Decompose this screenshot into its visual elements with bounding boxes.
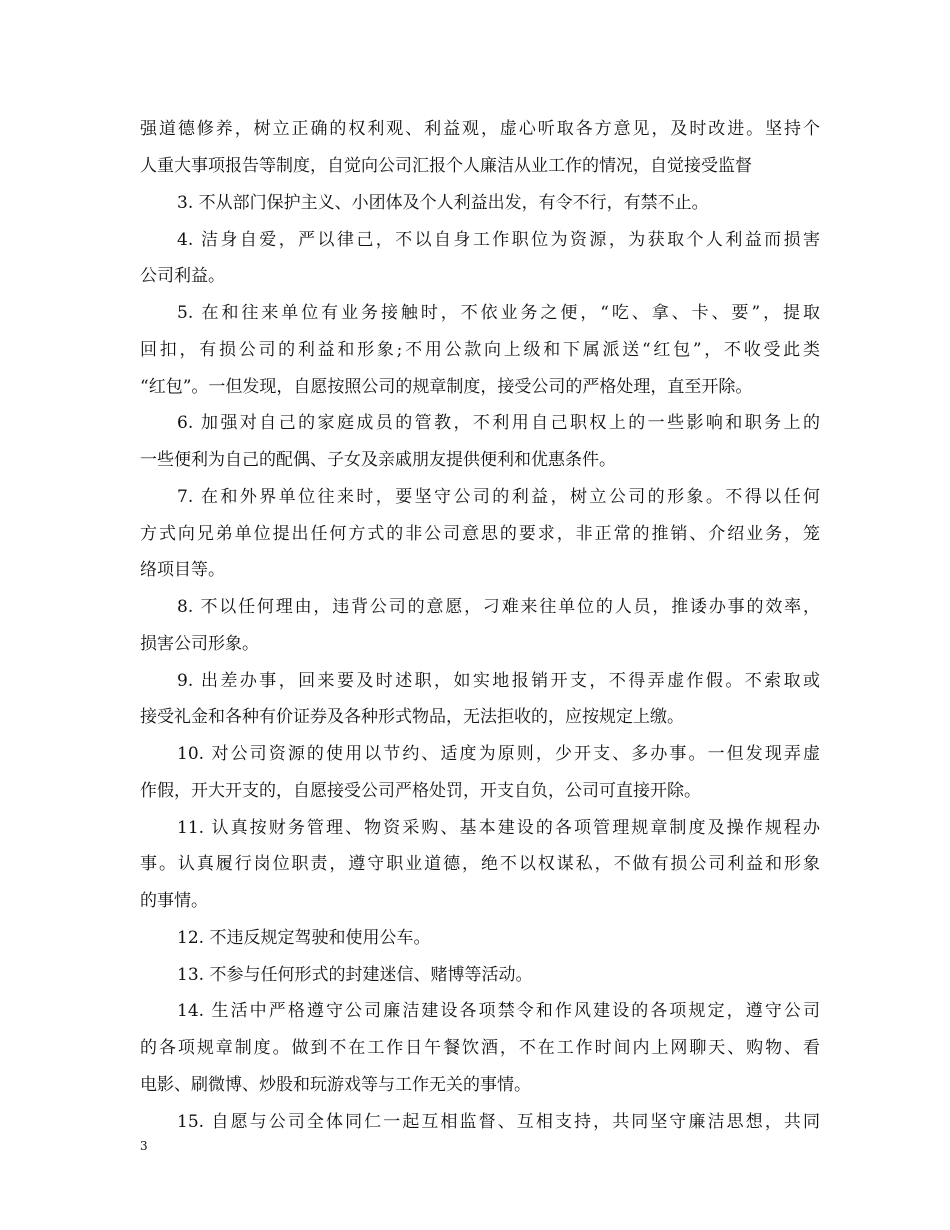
paragraph-line: 电影、刷微博、炒股和玩游戏等与工作无关的事情。 [140, 1075, 531, 1095]
paragraph-line: 作假，开大开支的，自愿接受公司严格处罚，开支自负，公司可直接开除。 [140, 781, 701, 801]
clause-3: 3. 不从部门保护主义、小团体及个人利益出发，有令不行，有禁不止。 [177, 193, 709, 213]
clause-14: 14. 生活中严格遵守公司廉洁建设各项禁令和作风建设的各项规定，遵守公司 [177, 1001, 820, 1021]
paragraph-line: 强道德修养，树立正确的权利观、利益观，虚心听取各方意见，及时改进。坚持个 [140, 119, 820, 139]
paragraph-line: 络项目等。 [140, 560, 225, 580]
clause-6: 6. 加强对自己的家庭成员的管教，不利用自己职权上的一些影响和职务上的 [177, 413, 820, 433]
paragraph-line: 的事情。 [140, 891, 208, 911]
clause-11: 11. 认真按财务管理、物资采购、基本建设的各项管理规章制度及操作规程办 [177, 818, 820, 838]
paragraph-line: 的各项规章制度。做到不在工作日午餐饮酒，不在工作时间内上网聊天、购物、看 [140, 1038, 820, 1058]
clause-13: 13. 不参与任何形式的封建迷信、赌博等活动。 [177, 965, 533, 985]
paragraph-line: 损害公司形象。 [140, 634, 259, 654]
clause-10: 10. 对公司资源的使用以节约、适度为原则，少开支、多办事。一但发现弄虚 [177, 744, 820, 764]
clause-5: 5. 在和往来单位有业务接触时，不依业务之便，“吃、拿、卡、要”，提取 [177, 303, 820, 323]
paragraph-line: 公司利益。 [140, 266, 225, 286]
clause-15: 15. 自愿与公司全体同仁一起互相监督、互相支持，共同坚守廉洁思想，共同 [177, 1112, 820, 1132]
paragraph-line: 事。认真履行岗位职责，遵守职业道德，绝不以权谋私，不做有损公司利益和形象 [140, 854, 820, 874]
clause-7: 7. 在和外界单位往来时，要坚守公司的利益，树立公司的形象。不得以任何 [177, 487, 820, 507]
clause-4: 4. 洁身自爱，严以律己，不以自身工作职位为资源，为获取个人利益而损害 [177, 230, 820, 250]
paragraph-line: 人重大事项报告等制度，自觉向公司汇报个人廉洁从业工作的情况，自觉接受监督 [140, 156, 752, 176]
paragraph-line: 一些便利为自己的配偶、子女及亲戚朋友提供便利和优惠条件。 [140, 450, 616, 470]
page-number: 3 [140, 1139, 148, 1153]
paragraph-line: “红包”。一但发现，自愿按照公司的规章制度，接受公司的严格处理，直至开除。 [140, 377, 753, 397]
clause-12: 12. 不违反规定驾驶和使用公车。 [177, 928, 431, 948]
clause-9: 9. 出差办事，回来要及时述职，如实地报销开支，不得弄虚作假。不索取或 [177, 671, 820, 691]
paragraph-line: 方式向兄弟单位提出任何方式的非公司意思的要求，非正常的推销、介绍业务，笼 [140, 524, 820, 544]
paragraph-line: 回扣，有损公司的利益和形象;不用公款向上级和下属派送“红包”，不收受此类 [140, 340, 820, 360]
paragraph-line: 接受礼金和各种有价证券及各种形式物品，无法拒收的，应按规定上缴。 [140, 707, 684, 727]
clause-8: 8. 不以任何理由，违背公司的意愿，刁难来往单位的人员，推诿办事的效率， [177, 597, 820, 617]
